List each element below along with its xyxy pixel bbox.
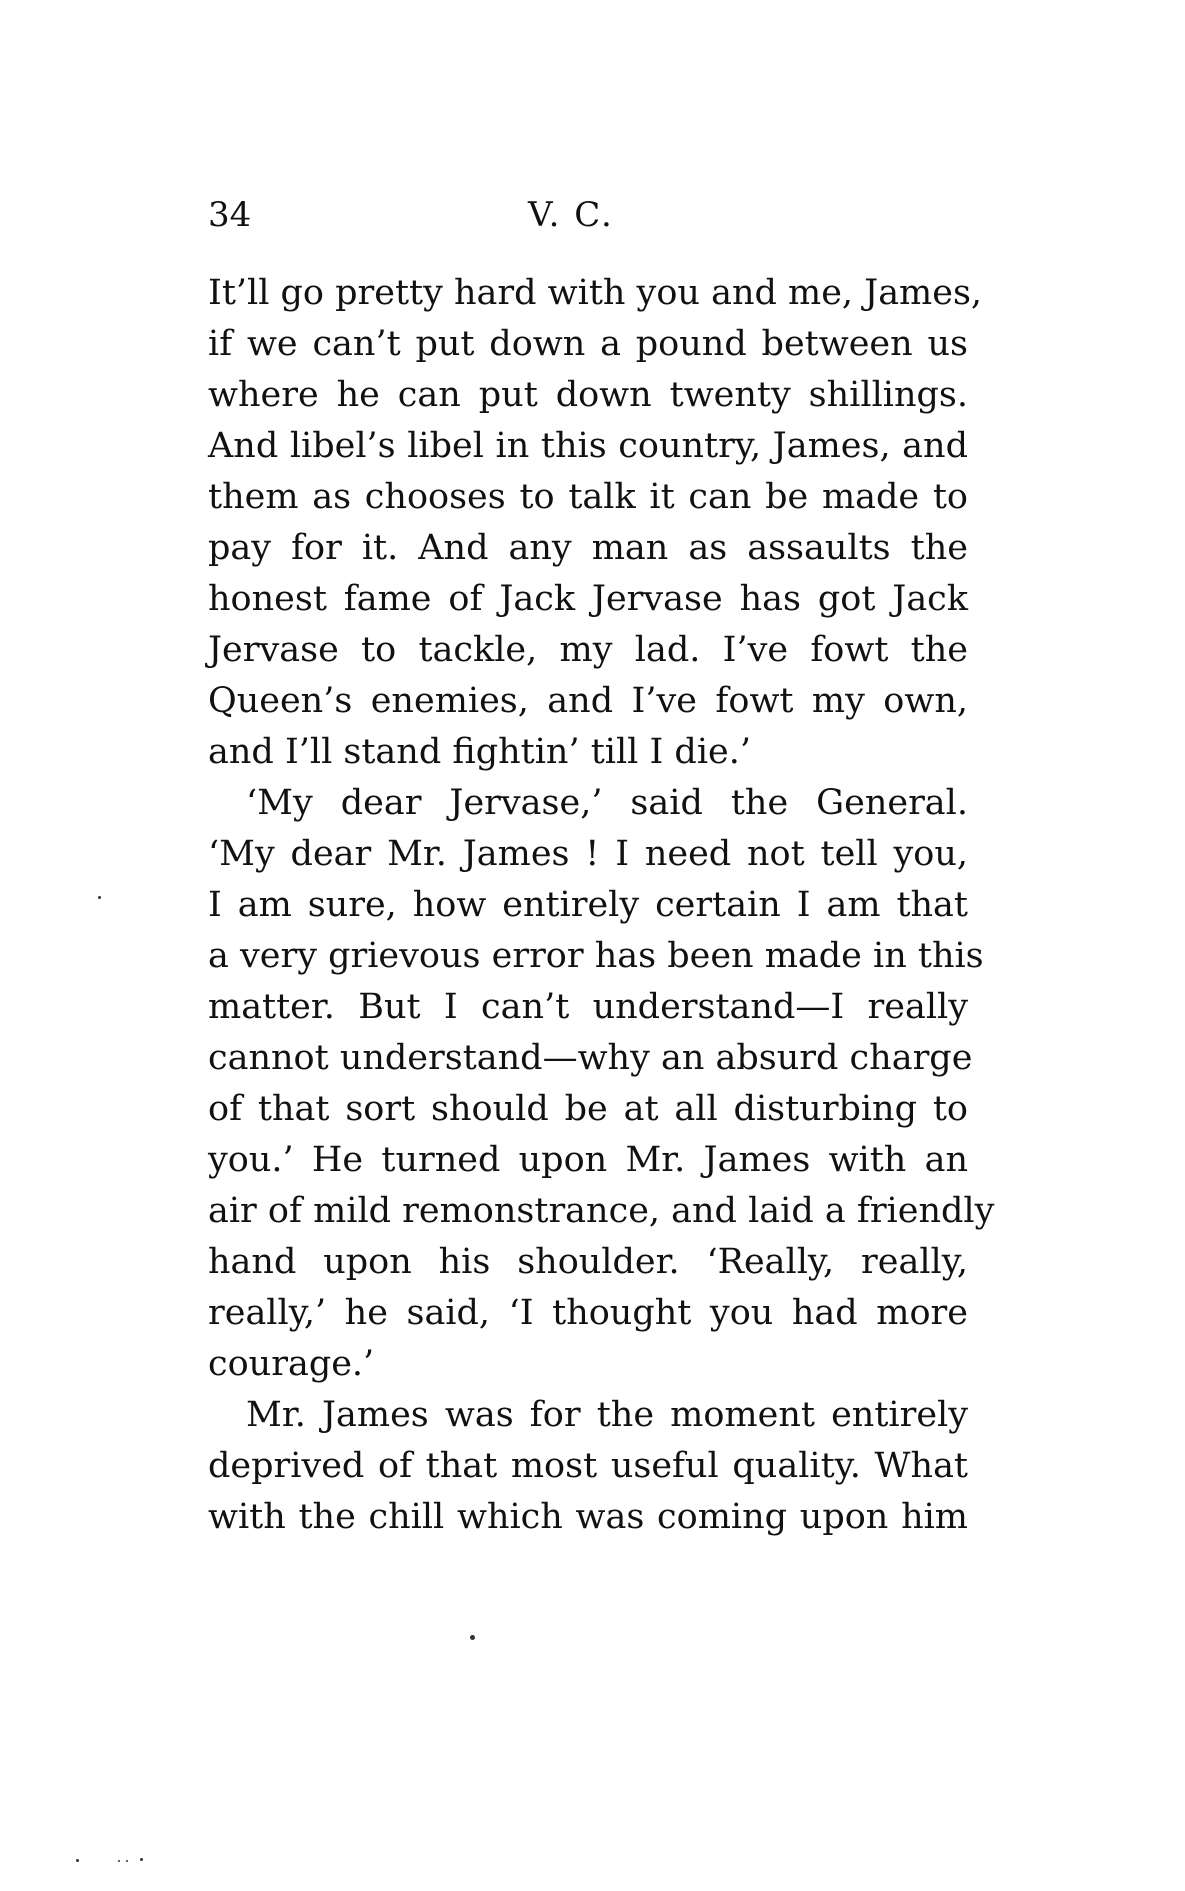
ink-speck	[118, 1860, 120, 1862]
text-line: where he can put down twenty shillings.	[208, 375, 968, 415]
text-line: It’ll go pretty hard with you and me, James,	[208, 273, 983, 313]
text-line: you.’ He turned upon Mr. James with an	[208, 1140, 968, 1180]
text-line: with the chill which was coming upon him	[208, 1497, 968, 1537]
body-text	[208, 268, 995, 1543]
text-line: honest fame of Jack Jervase has got Jack	[208, 579, 968, 619]
text-line: cannot understand—why an absurd charge	[208, 1038, 973, 1078]
text-line: and I’ll stand fightin’ till I die.’	[208, 732, 751, 772]
text-line: And libel’s libel in this country, James, and	[208, 426, 968, 466]
text-line: ‘My dear Mr. James ! I need not tell you,	[208, 834, 968, 874]
text-line: a very grievous error has been made in this	[208, 936, 984, 976]
text-line: deprived of that most useful quality. What	[208, 1446, 968, 1486]
text-line: Mr. James was for the moment entirely	[246, 1395, 968, 1435]
running-title: V. C.	[528, 195, 614, 235]
ink-speck	[470, 1635, 475, 1640]
text-line: matter. But I can’t understand—I really	[208, 987, 968, 1027]
text-line: courage.’	[208, 1344, 375, 1384]
text-line: ‘My dear Jervase,’ said the General.	[246, 783, 968, 823]
text-line: really,’ he said, ‘I thought you had more	[208, 1293, 968, 1333]
text-line: if we can’t put down a pound between us	[208, 324, 968, 364]
text-line: hand upon his shoulder. ‘Really, really,	[208, 1242, 968, 1282]
ink-speck	[76, 1859, 79, 1862]
ink-speck	[140, 1858, 143, 1861]
text-line: Queen’s enemies, and I’ve fowt my own,	[208, 681, 968, 721]
text-line: of that sort should be at all disturbing to	[208, 1089, 968, 1129]
text-line: Jervase to tackle, my lad. I’ve fowt the	[208, 630, 968, 670]
ink-speck	[126, 1860, 128, 1862]
running-head	[208, 190, 968, 240]
text-line: I am sure, how entirely certain I am that	[208, 885, 968, 925]
text-line: them as chooses to talk it can be made to	[208, 477, 968, 517]
text-line: pay for it. And any man as assaults the	[208, 528, 968, 568]
page-number: 34	[208, 195, 252, 235]
ink-speck	[98, 896, 101, 899]
text-line: air of mild remonstrance, and laid a friendly	[208, 1191, 995, 1231]
